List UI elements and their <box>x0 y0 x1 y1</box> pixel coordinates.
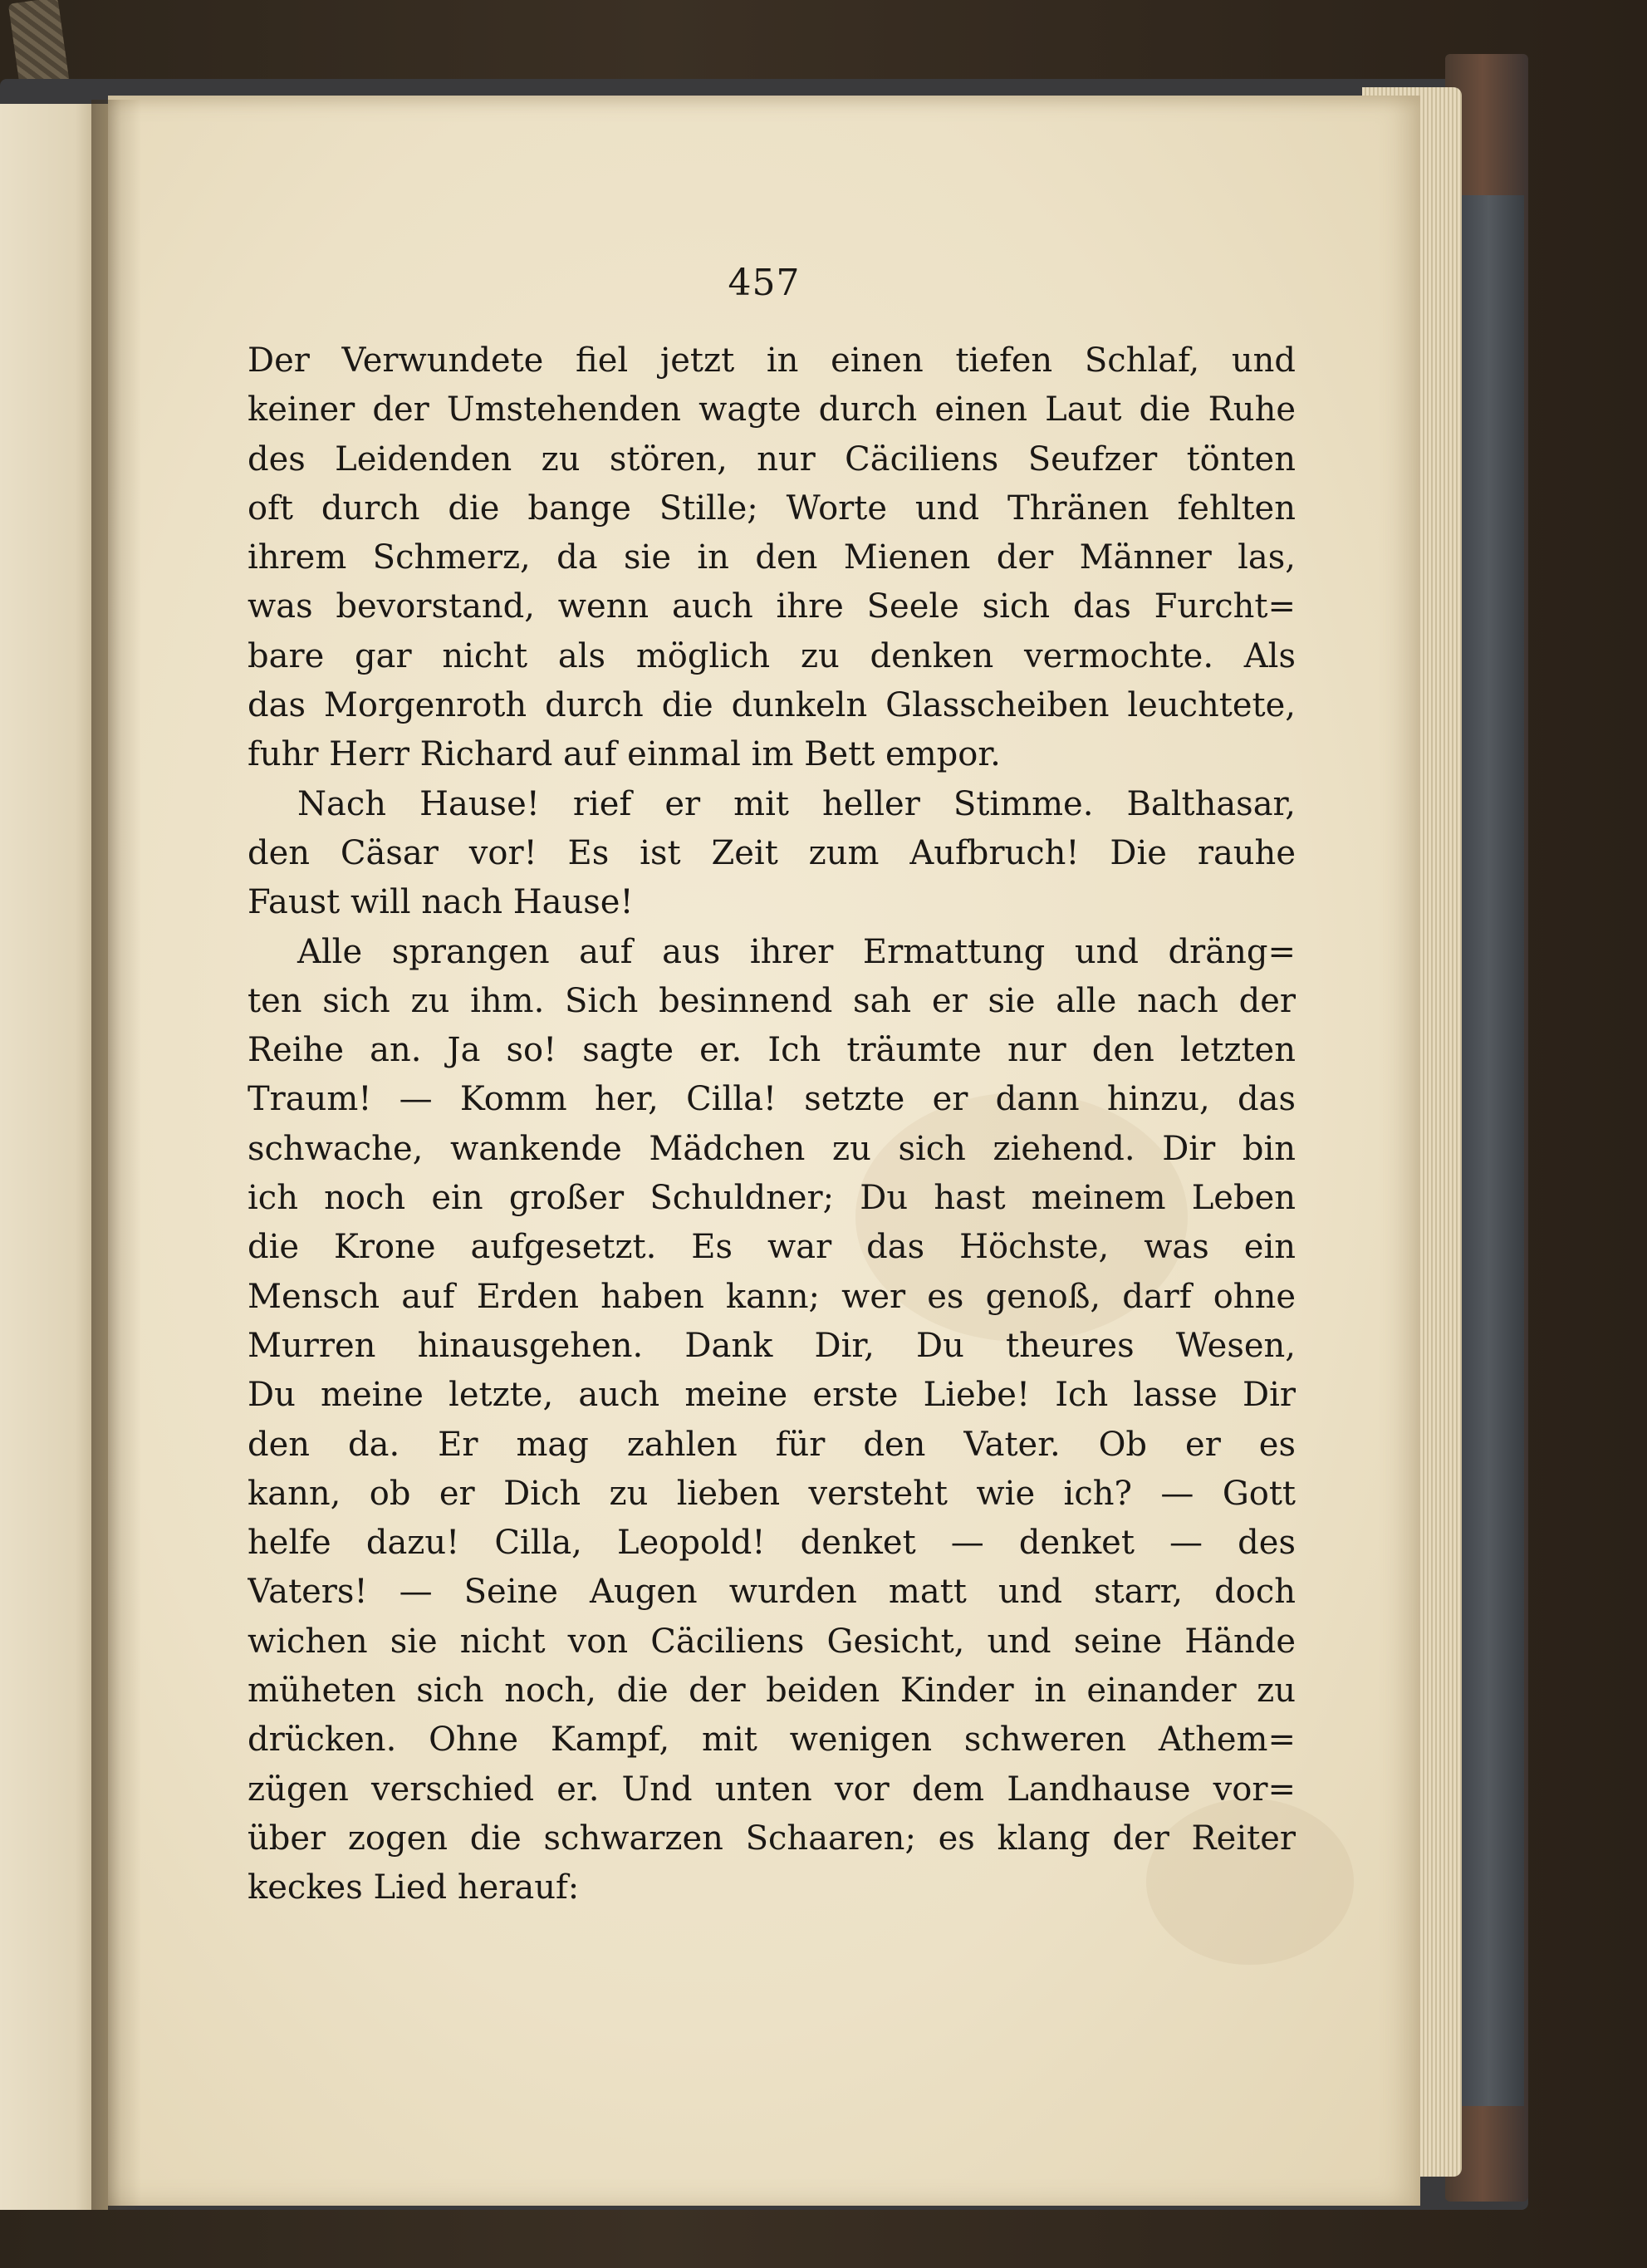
text-line: Murren hinausgehen. Dank Dir, Du theures Wesen, <box>248 1326 1296 1365</box>
paragraph <box>248 928 1296 1913</box>
text-line: Du meine letzte, auch meine erste Liebe! Ich lasse Dir <box>248 1376 1296 1415</box>
text-line: ten sich zu ihm. Sich besinnend sah er sie alle nach der <box>248 981 1296 1020</box>
text-line: ihrem Schmerz, da sie in den Mienen der Männer las, <box>248 538 1296 577</box>
page-text <box>248 336 1296 1913</box>
book-page <box>108 96 1420 2206</box>
text-line: Traum! — Komm her, Cilla! setzte er dann hinzu, das <box>248 1080 1296 1119</box>
text-line: zügen verschied er. Und unten vor dem Landhause vor= <box>248 1770 1296 1809</box>
text-line: Der Verwundete fiel jetzt in einen tiefen Schlaf, und <box>248 341 1296 380</box>
text-line: was bevorstand, wenn auch ihre Seele sich das Furcht= <box>248 587 1296 626</box>
text-line: den Cäsar vor! Es ist Zeit zum Aufbruch! Die rauhe <box>248 833 1296 872</box>
text-line: die Krone aufgesetzt. Es war das Höchste, was ein <box>248 1228 1296 1267</box>
text-line: fuhr Herr Richard auf einmal im Bett empor. <box>248 735 1001 774</box>
text-line: das Morgenroth durch die dunkeln Glasscheiben leuchtete, <box>248 686 1296 725</box>
text-line: Mensch auf Erden haben kann; wer es genoß, darf ohne <box>248 1277 1296 1316</box>
text-line: keckes Lied herauf: <box>248 1868 580 1907</box>
paragraph <box>248 780 1296 928</box>
text-line: Faust will nach Hause! <box>248 883 634 922</box>
page-number: 457 <box>728 262 801 304</box>
page-gutter-shadow <box>91 100 141 2210</box>
text-line: müheten sich noch, die der beiden Kinder in einander zu <box>248 1672 1296 1711</box>
text-line: oft durch die bange Stille; Worte und Thränen fehlten <box>248 488 1296 528</box>
text-line: den da. Er mag zahlen für den Vater. Ob er es <box>248 1425 1296 1464</box>
text-line: kann, ob er Dich zu lieben versteht wie ich? — Gott <box>248 1474 1296 1513</box>
text-line: schwache, wankende Mädchen zu sich ziehend. Dir bin <box>248 1129 1296 1168</box>
paragraph <box>248 336 1296 780</box>
text-line: keiner der Umstehenden wagte durch einen Laut die Ruhe <box>248 390 1296 430</box>
text-line: des Leidenden zu stören, nur Cäciliens Seufzer tönten <box>248 439 1296 479</box>
text-line: ich noch ein großer Schuldner; Du hast meinem Leben <box>248 1179 1296 1218</box>
text-line: Alle sprangen auf aus ihrer Ermattung und dräng= <box>297 932 1296 971</box>
text-line: Reihe an. Ja so! sagte er. Ich träumte nur den letzten <box>248 1031 1296 1070</box>
text-line: über zogen die schwarzen Schaaren; es klang der Reiter <box>248 1819 1296 1858</box>
text-line: bare gar nicht als möglich zu denken vermochte. Als <box>248 636 1296 675</box>
text-line: Nach Hause! rief er mit heller Stimme. Balthasar, <box>297 784 1296 823</box>
text-line: wichen sie nicht von Cäciliens Gesicht, und seine Hände <box>248 1622 1296 1661</box>
text-line: helfe dazu! Cilla, Leopold! denket — denket — des <box>248 1524 1296 1563</box>
cover-board <box>1453 195 1524 2106</box>
text-line: Vaters! — Seine Augen wurden matt und starr, doch <box>248 1573 1296 1612</box>
text-line: drücken. Ohne Kampf, mit wenigen schweren Athem= <box>248 1721 1296 1760</box>
